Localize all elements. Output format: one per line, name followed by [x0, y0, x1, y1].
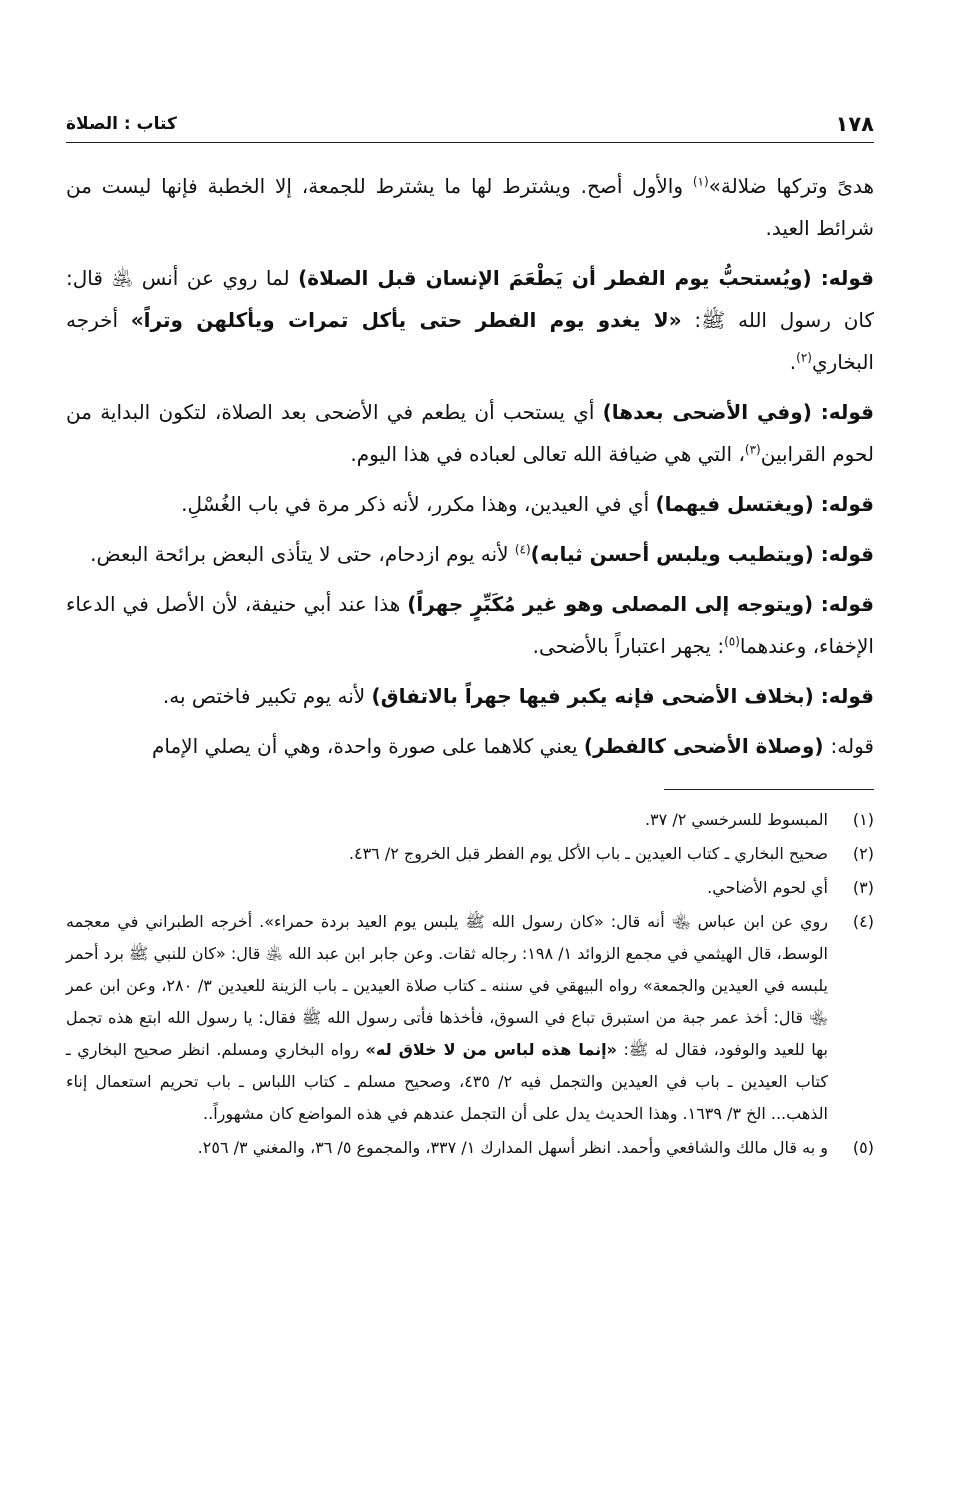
qawluhu-label: قوله: [820, 492, 874, 516]
matn-quote: (وصلاة الأضحى كالفطر) [583, 734, 831, 758]
paragraph-text: هذا عند أبي حنيفة، لأن الأصل في الدعاء الإخفاء، وعندهما [66, 592, 874, 658]
footnote-number: (١) [852, 810, 874, 829]
running-title: كتاب : الصلاة [66, 114, 177, 134]
footnote-text-part: روي عن ابن عباس ﵄ أنه قال: «كان رسول الله ﷺ يلبس يوم العيد بردة حمراء». أخرجه الطبراني في معجمه الوسط، قال الهيثمي في مجمع الزوائد ١/ ١٩٨: رجاله ثقات. وعن جابر ابن عبد الله ﵁ قال: «كان للنبي ﷺ برد أحمر يلبسه في العيدين والجمعة» رواه البيهقي في سننه ـ كتاب صلاة العيدين ـ باب الزينة للعيدين ٣/ ٢٨٠، وعن ابن عمر ﵄ قال: أخذ عمر جبة من استبرق تباع في السوق، فأخذها فأتى رسول الله ﷺ فقال: يا رسول الله ابتع هذه تجمل بها للعيد والوفود، فقال له ﷺ: [66, 912, 829, 1059]
footnote-item [66, 838, 874, 870]
paragraph-text: هدىً وتركها ضلالة» [708, 174, 874, 198]
footnote-number: (٥) [852, 1138, 874, 1157]
paragraph-3 [66, 391, 874, 475]
paragraph-5 [66, 533, 874, 575]
footnote-text: و به قال مالك والشافعي وأحمد. انظر أسهل المدارك ١/ ٣٣٧، والمجموع ٥/ ٣٦، والمغني ٣/ ٢٥٦. [197, 1138, 828, 1157]
qawluhu-label: قوله: [830, 734, 874, 758]
qawluhu-label: قوله: [820, 592, 874, 616]
paragraph-text: لأنه يوم ازدحام، حتى لا يتأذى البعض برائحة البعض. [90, 542, 515, 566]
footnote-divider [664, 789, 874, 790]
footnote-item [66, 804, 874, 836]
paragraph-6 [66, 583, 874, 667]
footnote-marker[interactable]: (١) [692, 174, 709, 189]
paragraph-text: أي يستحب أن يطعم في الأضحى بعد الصلاة، لتكون البداية من لحوم القرابين [66, 400, 874, 466]
main-text [66, 165, 874, 767]
footnote-text: صحيح البخاري ـ كتاب العيدين ـ باب الأكل يوم الفطر قبل الخروج ٢/ ٤٣٦. [348, 844, 828, 863]
paragraph-text: أي في العيدين، وهذا مكرر، لأنه ذكر مرة في باب الغُسْلِ. [181, 492, 656, 516]
paragraph-text: . [789, 350, 797, 374]
footnote-number: (٣) [852, 878, 874, 897]
paragraph-text: ، التي هي ضيافة الله تعالى لعباده في هذا اليوم. [350, 442, 745, 466]
paragraph-8 [66, 725, 874, 767]
footnote-marker[interactable]: (٥) [724, 634, 740, 649]
qawluhu-label: قوله: [820, 266, 874, 290]
footnote-number: (٤) [852, 912, 874, 931]
qawluhu-label: قوله: [820, 684, 874, 708]
paragraph-text: والأول أصح. ويشترط لها ما يشترط للجمعة، إلا الخطبة فإنها ليست من شرائط العيد. [66, 174, 874, 240]
footnote-item [66, 872, 874, 904]
book-page [66, 108, 874, 1408]
paragraph-text: : يجهر اعتباراً بالأضحى. [532, 634, 725, 658]
footnote-text: أي لحوم الأضاحي. [707, 878, 828, 897]
paragraph-text: لما روي عن أنس ﵁ قال: كان رسول الله ﷺ: [66, 266, 874, 332]
matn-quote: (ويتوجه إلى المصلى وهو غير مُكَبِّرٍ جهراً) [407, 592, 821, 616]
footnote-marker[interactable]: (٤) [514, 542, 531, 557]
hadith-quote: «لا يغدو يوم الفطر حتى يأكل تمرات ويأكلهن وتراً» [130, 308, 682, 332]
matn-quote: (ويُستحبُّ يوم الفطر أن يَطْعَمَ الإنسان قبل الصلاة) [298, 266, 821, 290]
footnotes [66, 804, 874, 1164]
matn-quote: (ويغتسل فيهما) [655, 492, 821, 516]
hadith-quote: «إنما هذه لباس من لا خلاق له» [365, 1040, 617, 1059]
matn-quote: (ويتطيب ويلبس أحسن ثيابه) [530, 542, 821, 566]
paragraph-4 [66, 483, 874, 525]
footnote-item [66, 1132, 874, 1164]
footnote-marker[interactable]: (٢) [796, 350, 812, 365]
page-number: ١٧٨ [835, 112, 874, 136]
footnote-number: (٢) [852, 844, 874, 863]
paragraph-text: يعني كلاهما على صورة واحدة، وهي أن يصلي الإمام [151, 734, 584, 758]
paragraph-1 [66, 165, 874, 249]
matn-quote: (وفي الأضحى بعدها) [602, 400, 821, 424]
qawluhu-label: قوله: [820, 400, 874, 424]
footnote-text-part: رواه البخاري ومسلم. انظر صحيح البخاري ـ كتاب العيدين ـ باب في العيدين والتجمل فيه ٢/ ٤٣٥، وصحيح مسلم ـ كتاب اللباس ـ باب تحريم استعمال إناء الذهب... الخ ٣/ ١٦٣٩. وهذا الحديث يدل على أن التجمل عندهم في هذه المواضع كان مشهوراً.. [66, 1040, 829, 1123]
matn-quote: (بخلاف الأضحى فإنه يكبر فيها جهراً بالاتفاق) [371, 684, 821, 708]
footnote-text: المبسوط للسرخسي ٢/ ٣٧. [644, 810, 828, 829]
footnote-text [66, 906, 828, 1130]
paragraph-2 [66, 257, 874, 383]
paragraph-text: أخرجه البخاري [66, 308, 874, 374]
paragraph-text: لأنه يوم تكبير فاختص به. [162, 684, 372, 708]
paragraph-7 [66, 675, 874, 717]
page-header [66, 108, 874, 143]
qawluhu-label: قوله: [820, 542, 874, 566]
footnote-marker[interactable]: (٣) [744, 442, 761, 457]
footnote-item [66, 906, 874, 1130]
